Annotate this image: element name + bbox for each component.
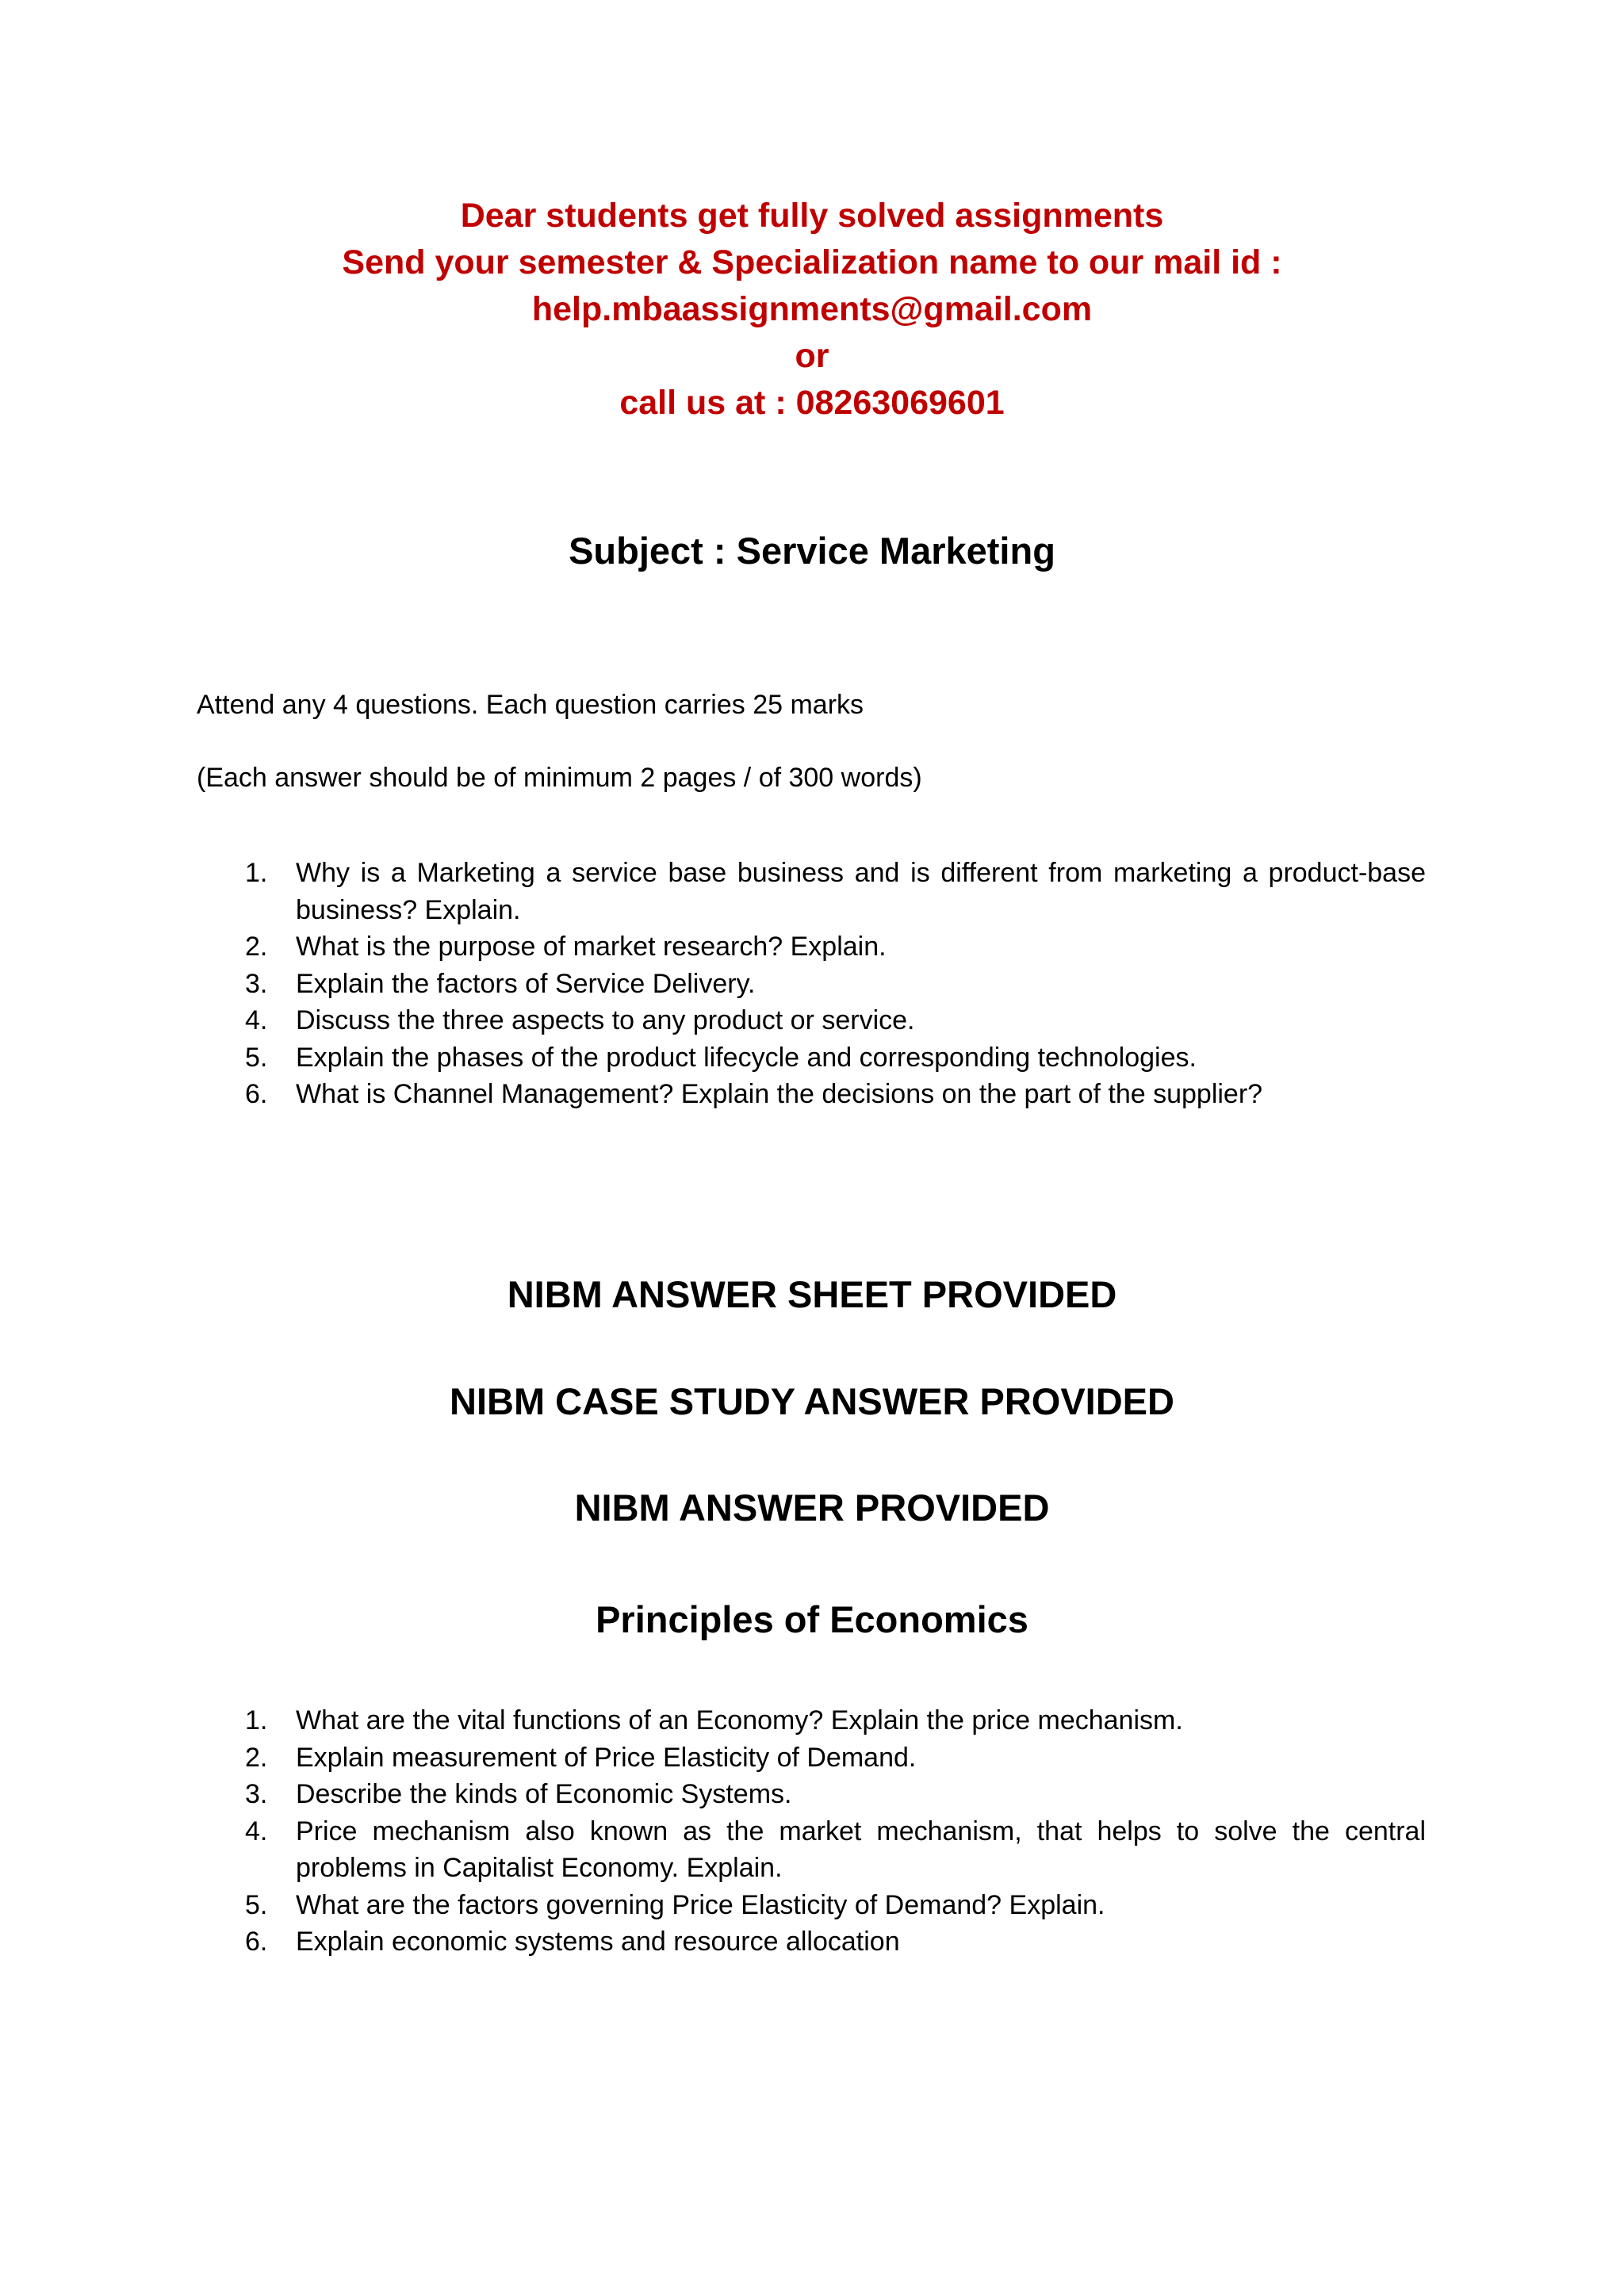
list-item [0,1739,1624,1777]
instructions-line-2: (Each answer should be of minimum 2 pages / of 300 words) [197,763,922,793]
question-number: 6. [245,1927,268,1957]
promo-phone: call us at : 08263069601 [619,384,1005,422]
instructions-line-1: Attend any 4 questions. Each question carries 25 marks [197,690,864,720]
economics-questions-list [0,1702,1624,1961]
question-text: Discuss the three aspects to any product or service. [296,1005,915,1035]
question-text: What is the purpose of market research? Explain. [296,932,887,962]
list-item [0,855,1624,928]
subject-title: Subject : Service Marketing [569,530,1055,572]
promo-email: help.mbaassignments@gmail.com [531,290,1093,328]
list-item [0,1702,1624,1739]
question-number: 1. [245,1705,268,1735]
question-text: Explain the phases of the product lifecycle and corresponding technologies. [296,1042,1197,1073]
list-item [0,1776,1624,1813]
question-text: What are the factors governing Price Elasticity of Demand? Explain. [296,1889,1105,1920]
question-text: What is Channel Management? Explain the decisions on the part of the supplier? [296,1079,1263,1109]
list-item [0,1813,1624,1887]
promo-banner [0,193,1624,427]
list-item [0,1039,1624,1077]
question-text: Why is a Marketing a service base business and is different from marketing a product-base business? Explain. [296,858,1426,925]
question-text: Explain economic systems and resource allocation [296,1927,900,1957]
list-item [0,928,1624,966]
question-number: 3. [245,1779,268,1809]
list-item [0,1002,1624,1039]
question-number: 5. [245,1042,268,1073]
question-number: 2. [245,932,268,962]
economics-title: Principles of Economics [596,1598,1028,1640]
question-text: Explain measurement of Price Elasticity of Demand. [296,1742,917,1773]
list-item [0,1887,1624,1924]
question-text: Describe the kinds of Economic Systems. [296,1779,792,1809]
promo-line-2: Send your semester & Specialization name to our mail id : [342,243,1282,281]
notice-answer: NIBM ANSWER PROVIDED [574,1487,1050,1529]
promo-line-1: Dear students get fully solved assignments [460,197,1164,235]
list-item [0,1076,1624,1113]
question-text: Price mechanism also known as the market mechanism, that helps to solve the central problems in Capitalist Economy. Explain. [296,1816,1426,1883]
question-number: 4. [245,1005,268,1035]
question-text: What are the vital functions of an Economy? Explain the price mechanism. [296,1705,1183,1735]
question-number: 2. [245,1742,268,1773]
list-item [0,966,1624,1003]
service-questions-list [0,855,1624,1113]
question-number: 3. [245,968,268,999]
promo-or: or [795,337,829,375]
notice-answer-sheet: NIBM ANSWER SHEET PROVIDED [507,1273,1117,1315]
question-number: 1. [245,858,268,888]
question-number: 4. [245,1816,268,1846]
list-item [0,1923,1624,1961]
question-text: Explain the factors of Service Delivery. [296,968,756,999]
notice-case-study: NIBM CASE STUDY ANSWER PROVIDED [450,1380,1174,1422]
question-number: 6. [245,1079,268,1109]
question-number: 5. [245,1889,268,1920]
